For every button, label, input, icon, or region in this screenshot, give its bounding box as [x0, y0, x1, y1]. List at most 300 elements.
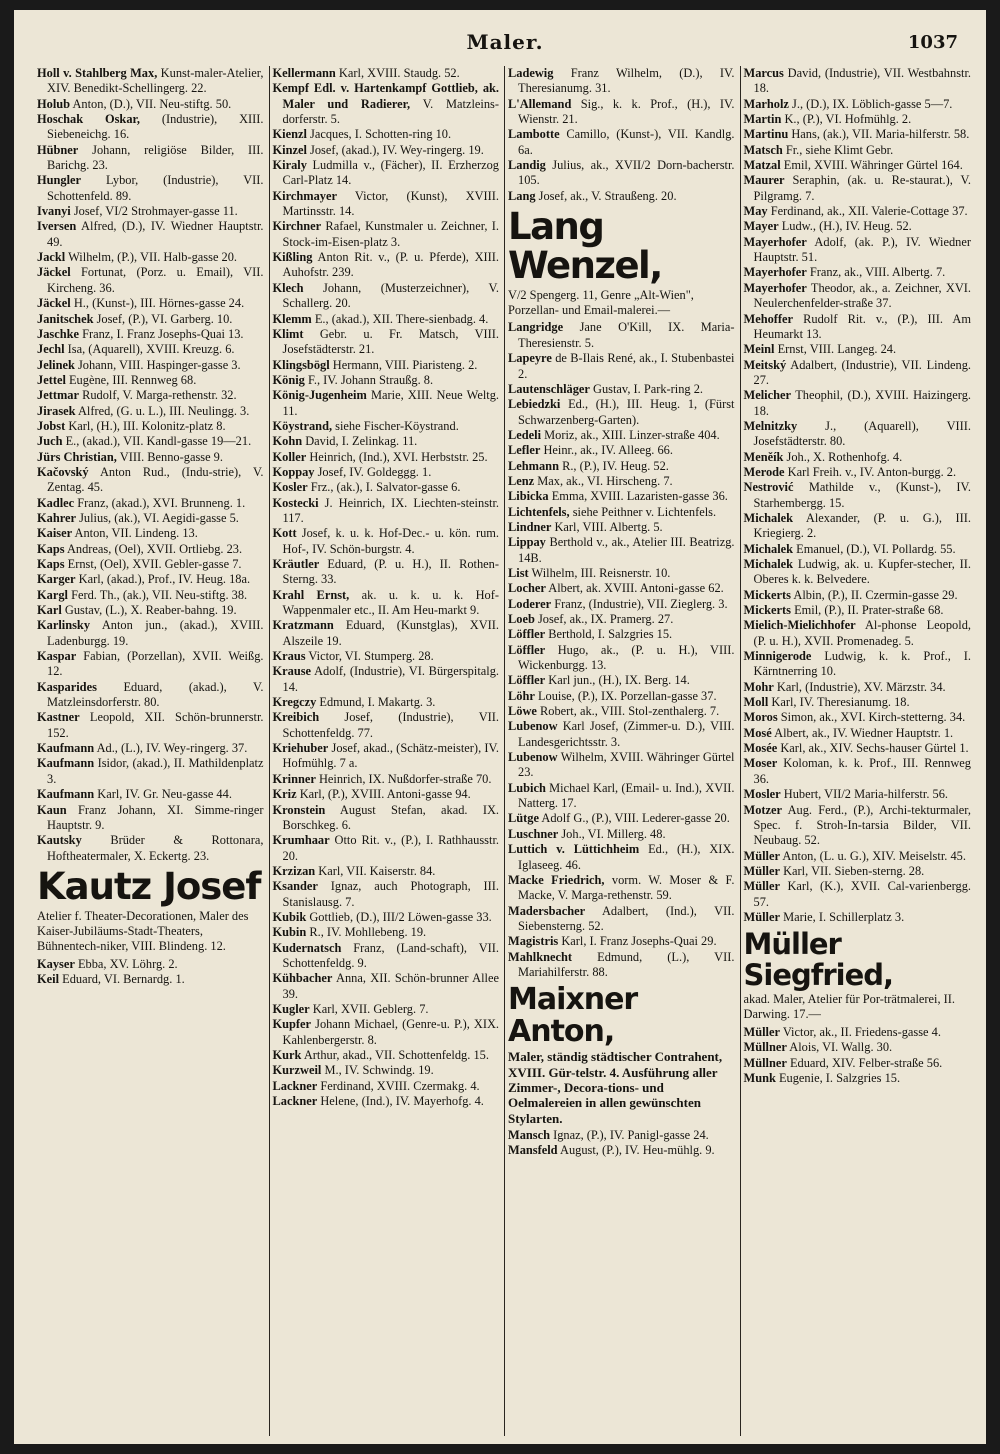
entry-details: Edmund, (L.), VII. Mariahilferstr. 88. — [518, 949, 735, 979]
entry-details: Anna, XII. Schön-brunner Allee 39. — [282, 971, 499, 1001]
entry-name: Krahl Ernst, — [272, 587, 350, 602]
entry-name: Mayer — [743, 219, 779, 234]
entry-details: Rudolf Rit. v., (P.), III. Am Heumarkt 13. — [753, 311, 971, 341]
directory-entry — [37, 388, 264, 403]
entry-details: Alfred, (G. u. L.), III. Neulingg. 3. — [75, 403, 250, 418]
directory-entry — [508, 97, 735, 128]
entry-name: Jettmar — [37, 388, 79, 403]
column-3 — [505, 66, 741, 1436]
directory-entry — [744, 173, 972, 204]
entry-name: Kaufmann — [37, 756, 95, 771]
ad-text: V/2 Spengerg. 11, Genre „Alt-Wien", Porzellan- und Email-malerei.— — [508, 287, 694, 318]
directory-entry — [508, 189, 735, 204]
directory-entry — [508, 704, 735, 719]
entry-name: Müller — [743, 1024, 780, 1039]
entry-details: de B-Ilais René, ak., I. Stubenbastei 2. — [518, 351, 735, 381]
directory-entry — [508, 127, 735, 158]
directory-entry — [508, 627, 735, 642]
entry-details: Fortunat, (Porz. u. Email), VII. Kircheng. 36. — [47, 265, 264, 295]
entry-details: Gebr. u. Fr. Matsch, VIII. Josefstädterstr. 21. — [282, 326, 499, 357]
directory-entry — [744, 388, 972, 419]
entry-details: Helene, (Ind.), IV. Mayerhofg. 4. — [317, 1094, 484, 1109]
ad-heading: Müller Siegfried, — [743, 927, 894, 992]
entry-details: Karl, (akad.), Prof., IV. Heug. 18a. — [75, 572, 251, 587]
entry-name: Keil — [37, 972, 60, 987]
entry-details: Karl Josef, (Zimmer-u. D.), VIII. Landesgerichtsstr. 3. — [518, 719, 735, 749]
directory-entry — [273, 1017, 500, 1048]
entry-details: M., IV. Schwindg. 19. — [321, 1063, 434, 1078]
entry-details: Hugo, ak., (P. u. H.), VIII. Wickenburgg. 13. — [518, 642, 735, 673]
entry-name: Müller — [743, 848, 780, 863]
entry-name: Kaspar — [37, 649, 77, 664]
directory-entry — [273, 219, 500, 250]
directory-entry — [508, 158, 735, 189]
entry-details: Josef, (akad.), IV. Wey-ringerg. 19. — [306, 142, 484, 157]
entry-name: Mickerts — [743, 587, 791, 602]
entry-name: Lubenow — [508, 750, 558, 765]
entry-name: Michalek — [743, 510, 794, 525]
entry-details: Fabian, (Porzellan), XVII. Weißg. 12. — [47, 649, 264, 679]
entry-details: Karl, VII. Kaiserstr. 84. — [315, 863, 436, 878]
entry-details: Julius, (ak.), VI. Aegidi-gasse 5. — [76, 510, 239, 525]
entry-name: Müllner — [743, 1055, 787, 1070]
entry-name: Jettel — [37, 372, 66, 387]
entry-details: Sig., k. k. Prof., (H.), IV. Wienstr. 21. — [518, 96, 735, 127]
entry-name: Munk — [743, 1070, 776, 1085]
entry-name: Lippay — [508, 535, 546, 550]
entry-name: Kohn — [272, 434, 303, 449]
entry-details: Johann, religiöse Bilder, III. Barichg. 23. — [47, 142, 264, 173]
entry-details: Karl, (P.), XVIII. Antoni-gasse 94. — [296, 787, 471, 802]
directory-entry — [744, 741, 972, 756]
directory-entry — [37, 250, 264, 265]
directory-entry — [37, 803, 264, 834]
entry-details: Ernst, VIII. Langeg. 24. — [774, 342, 897, 357]
entry-name: Jaschke — [37, 326, 79, 341]
entry-name: Libicka — [508, 489, 549, 504]
directory-entry — [273, 941, 500, 972]
directory-entry — [37, 588, 264, 603]
entry-name: Kinzel — [272, 142, 307, 157]
directory-entry — [273, 496, 500, 527]
directory-entry — [37, 756, 264, 787]
entry-details: Lybor, (Industrie), VII. Schottenfeld. 89. — [47, 173, 264, 203]
entry-details: Anton jun., (akad.), XVIII. Ladenburgg. 19. — [47, 618, 264, 648]
page-header — [34, 28, 976, 66]
ad-heading: Lang Wenzel, — [508, 205, 662, 287]
directory-entry — [508, 66, 735, 97]
entry-details: Karl Freih. v., IV. Anton-burgg. 2. — [784, 464, 957, 479]
directory-entry — [37, 680, 264, 711]
entry-name: Kaufmann — [37, 787, 95, 802]
entry-name: Kosler — [272, 480, 308, 495]
entry-name: Janitschek — [37, 311, 94, 326]
directory-entry — [744, 1056, 972, 1071]
directory-entry — [273, 833, 500, 864]
entry-details: J. Heinrich, IX. Liechten-steinstr. 117. — [282, 495, 499, 525]
directory-entry — [273, 649, 500, 664]
entry-details: August Stefan, akad. IX. Borschkeg. 6. — [282, 802, 499, 832]
directory-entry — [508, 474, 735, 489]
entry-details: Camillo, (Kunst-), VII. Kandlg. 6a. — [518, 127, 735, 157]
entry-details: Ludwig, ak. u. Kupfer-stecher, II. Oberes k. k. Belvedere. — [753, 557, 971, 587]
entry-details: Eduard, VI. Bernardg. 1. — [59, 972, 185, 987]
directory-entry — [37, 787, 264, 802]
directory-entry — [744, 1071, 972, 1086]
directory-entry — [744, 618, 972, 649]
entry-name: Koller — [272, 449, 307, 464]
entry-name: Kreibich — [272, 710, 320, 725]
entry-details: E., (akad.), VII. Kandl-gasse 19—21. — [62, 434, 252, 449]
entry-details: Franz, (Industrie), VII. Zieglerg. 3. — [551, 596, 728, 611]
entry-name: Melicher — [743, 388, 791, 403]
entry-details: Brüder & Rottonara, Hoftheatermaler, X. Eckertg. 23. — [47, 833, 264, 863]
directory-entry — [273, 618, 500, 649]
directory-entry — [273, 864, 500, 879]
entry-details: Ignaz, auch Photograph, III. Stanislausg. 7. — [282, 879, 499, 909]
directory-entry — [273, 465, 500, 480]
entry-name: Lenz — [508, 473, 535, 488]
directory-entry — [37, 419, 264, 434]
directory-entry — [744, 1025, 972, 1040]
directory-entry — [744, 97, 972, 112]
directory-entry — [508, 566, 735, 581]
directory-entry — [744, 864, 972, 879]
entry-details: Karl, I. Franz Josephs-Quai 29. — [558, 934, 717, 949]
entry-details: Adalbert, (Ind.), VII. Siebensterng. 52. — [518, 903, 735, 933]
entry-name: Michalek — [743, 541, 794, 556]
entry-details: Karl, VIII. Albertg. 5. — [551, 519, 663, 534]
directory-entry — [37, 572, 264, 587]
entry-name: Kaps — [37, 557, 65, 571]
entry-name: Kregczy — [272, 695, 317, 710]
directory-entry — [37, 404, 264, 419]
ad-text: akad. Maler, Atelier für Por-trätmalerei, II. Darwing. 17.— — [743, 992, 956, 1022]
entry-name: Lindner — [508, 519, 552, 534]
entry-details: Marie, I. Schillerplatz 3. — [779, 909, 905, 924]
entry-details: Anton, (D.), VII. Neu-stiftg. 50. — [70, 96, 232, 111]
entry-details: Koloman, k. k. Prof., III. Rennweg 36. — [753, 756, 971, 786]
entry-details: Otto Rit. v., (P.), I. Rathhausstr. 20. — [282, 833, 499, 863]
entry-details: Eduard, (akad.), V. Matzleinsdorferstr. 80. — [47, 679, 264, 710]
entry-details: ak. u. k. u. k. Hof-Wappenmaler etc., II. Am Heu-markt 9. — [282, 587, 499, 618]
entry-details: E., (akad.), XII. There-sienbadg. 4. — [311, 311, 489, 326]
directory-entry — [273, 450, 500, 465]
directory-entry — [273, 787, 500, 802]
entry-name: Jürs Christian, — [37, 449, 117, 464]
entry-name: Holub — [37, 96, 71, 111]
entry-name: Mosé — [743, 725, 772, 740]
entry-details: Emil, XVIII. Währinger Gürtel 164. — [780, 158, 963, 173]
entry-details: Andreas, (Oel), XVII. Ortliebg. 23. — [64, 541, 243, 556]
entry-name: Mayerhofer — [743, 280, 807, 295]
entry-name: Mohr — [743, 679, 774, 694]
entry-details: Victor, ak., II. Friedens-gasse 4. — [779, 1024, 941, 1039]
entry-details: Karl, (Industrie), XV. Märzstr. 34. — [773, 679, 946, 694]
directory-entry — [744, 756, 972, 787]
entry-details: Ed., (H.), III. Heug. 1, (Fürst Schwarzenberg-Garten). — [518, 397, 735, 427]
entry-details: Josef, VI/2 Strohmayer-gasse 11. — [70, 204, 238, 219]
directory-entry — [508, 811, 735, 826]
directory-entry — [273, 664, 500, 695]
entry-details: siehe Peithner v. Lichtenfels. — [569, 504, 717, 519]
entry-details: Alfred, (D.), IV. Wiedner Hauptstr. 49. — [47, 219, 264, 249]
entry-name: Lubich — [508, 780, 546, 795]
entry-details: Joh., X. Rothenhofg. 4. — [783, 449, 903, 464]
entry-details: Adalbert, (Industrie), VII. Lindeng. 27. — [753, 357, 971, 387]
directory-entry — [273, 158, 500, 189]
entry-details: Ferd. Th., (ak.), VII. Neu-stiftg. 38. — [67, 587, 248, 602]
entry-name: Merode — [743, 464, 785, 479]
entry-name: Löffler — [508, 627, 546, 642]
entry-name: Klingsbögl — [272, 357, 330, 372]
entry-details: Gustav, (L.), X. Reaber-bahng. 19. — [61, 603, 237, 618]
directory-entry — [744, 680, 972, 695]
entry-details: H., (Kunst-), III. Hörnes-gasse 24. — [70, 296, 245, 311]
directory-entry — [508, 320, 735, 351]
entry-name: Lubenow — [508, 719, 558, 734]
entry-details: Karl, ak., XIV. Sechs-hauser Gürtel 1. — [777, 741, 969, 756]
directory-entry — [744, 465, 972, 480]
directory-entry — [508, 904, 735, 935]
entry-details: Kunst-maler-Atelier, XIV. Benedikt-Schellingerg. 22. — [47, 66, 264, 96]
directory-entry — [744, 849, 972, 864]
directory-entry — [744, 204, 972, 219]
entry-name: Kaps — [37, 541, 65, 556]
directory-entry — [37, 618, 264, 649]
entry-name: Löwe — [508, 704, 537, 719]
directory-entry — [744, 910, 972, 925]
directory-entry — [744, 127, 972, 142]
directory-entry — [744, 879, 972, 910]
directory-entry — [508, 397, 735, 428]
directory-entry — [273, 281, 500, 312]
entry-name: Müller — [743, 909, 780, 924]
directory-entry — [37, 526, 264, 541]
entry-details: Alexander, (P. u. G.), III. Kriegierg. 2. — [753, 510, 971, 541]
entry-details: Leopold, XII. Schön-brunnerstr. 152. — [47, 710, 264, 740]
entry-details: Ebba, XV. Löhrg. 2. — [74, 956, 178, 971]
directory-entry — [744, 588, 972, 603]
entry-details: Anton, (L. u. G.), XIV. Meiselstr. 45. — [779, 848, 966, 863]
entry-name: Lehmann — [508, 458, 559, 473]
entry-name: Kačovský — [37, 464, 89, 479]
directory-entry — [273, 250, 500, 281]
entry-details: Albert, ak., IV. Wiedner Hauptstr. 1. — [771, 725, 954, 740]
directory-entry — [273, 741, 500, 772]
entry-details: Emma, XVIII. Lazaristen-gasse 36. — [548, 489, 728, 504]
directory-entry — [273, 1094, 500, 1109]
entry-details: Eduard, (Kunstglas), XVII. Alszeile 19. — [282, 618, 499, 648]
entry-details: Heinr., ak., IV. Alleeg. 66. — [540, 443, 673, 458]
directory-entry — [744, 803, 972, 849]
entry-name: Lebiedzki — [508, 397, 561, 412]
entry-details: Jane O'Kill, IX. Maria-Theresienstr. 5. — [518, 320, 735, 350]
entry-name: Jobst — [37, 418, 66, 433]
entry-name: Krause — [272, 664, 312, 679]
entry-name: Müller — [743, 879, 780, 894]
entry-name: Kayser — [37, 956, 75, 971]
entry-name: List — [508, 565, 529, 580]
entry-details: David, I. Zelinkag. 11. — [302, 434, 418, 449]
directory-entry — [37, 143, 264, 174]
entry-details: Robert, ak., VIII. Stol-zenthalerg. 7. — [536, 704, 720, 719]
entry-details: vorm. W. Moser & F. Macke, V. Marga-rethenstr. 59. — [518, 872, 735, 903]
entry-name: Jechl — [37, 342, 65, 357]
entry-name: Iversen — [37, 219, 77, 234]
directory-entry — [37, 496, 264, 511]
directory-entry — [744, 312, 972, 343]
entry-name: Magistris — [508, 934, 559, 949]
entry-name: König — [272, 372, 305, 387]
entry-name: Marcus — [743, 66, 784, 80]
entry-name: Kurk — [272, 1048, 302, 1062]
directory-entry — [273, 373, 500, 388]
entry-details: Josef, ak., IX. Pramerg. 27. — [534, 612, 674, 626]
entry-details: Gustav, I. Park-ring 2. — [589, 381, 704, 396]
directory-entry — [273, 358, 500, 373]
directory-entry — [273, 127, 500, 142]
directory-entry — [273, 910, 500, 925]
entry-details: Joh., VI. Millerg. 48. — [558, 826, 666, 841]
entry-details: Louise, (P.), IX. Porzellan-gasse 37. — [534, 688, 717, 703]
directory-entry — [744, 649, 972, 680]
directory-entry — [744, 726, 972, 741]
entry-name: Kostecki — [272, 495, 319, 510]
entry-details: Karl jun., (H.), IX. Berg. 14. — [545, 673, 690, 688]
directory-entry — [508, 443, 735, 458]
entry-name: Landig — [508, 158, 546, 173]
entry-name: Klemm — [272, 311, 312, 326]
entry-details: Karl, (H.), III. Kolonitz-platz 8. — [65, 418, 226, 433]
entry-name: Kaufmann — [37, 741, 95, 756]
directory-page — [14, 10, 986, 1444]
directory-entry — [508, 505, 735, 520]
directory-entry — [273, 588, 500, 619]
directory-entry — [744, 542, 972, 557]
directory-entry — [37, 649, 264, 680]
directory-entry — [273, 66, 500, 81]
directory-entry — [508, 719, 735, 750]
entry-details: J., (Aquarell), VIII. Josefstädterstr. 80. — [753, 418, 971, 449]
entry-name: Lambotte — [508, 127, 560, 142]
directory-entry — [37, 358, 264, 373]
entry-details: Eduard, (P. u. H.), II. Rothen-Sterng. 33. — [282, 557, 499, 587]
entry-name: Langridge — [508, 320, 564, 335]
entry-name: Kubin — [272, 925, 307, 940]
entry-name: Lackner — [272, 1094, 318, 1109]
entry-name: Martin — [743, 112, 782, 127]
directory-entry — [37, 957, 264, 972]
entry-name: Köystrand, — [272, 418, 333, 433]
entry-name: Ivanyi — [37, 204, 71, 219]
directory-entry — [744, 358, 972, 389]
entry-details: Eugène, III. Rennweg 68. — [65, 372, 197, 387]
entry-name: Moser — [743, 756, 778, 771]
directory-entry — [37, 219, 264, 250]
directory-entry — [273, 1063, 500, 1078]
entry-details: Franz Johann, XI. Simme-ringer Hauptstr. 9. — [47, 802, 264, 832]
entry-details: Ferdinand, XVIII. Czermakg. 4. — [317, 1078, 480, 1093]
directory-entry — [37, 603, 264, 618]
entry-details: Max, ak., VI. Hirscheng. 7. — [534, 473, 673, 488]
directory-entry — [273, 480, 500, 495]
entry-name: Kräutler — [272, 557, 320, 571]
entry-name: Maurer — [743, 173, 785, 188]
entry-name: Kugler — [272, 1001, 310, 1016]
directory-entry — [508, 382, 735, 397]
entry-details: Mathilde v., (Kunst-), IV. Starhembergg. 15. — [753, 480, 971, 510]
entry-details: Hubert, VII/2 Maria-hilferstr. 56. — [780, 787, 949, 802]
entry-name: Müller — [743, 863, 780, 878]
directory-entry — [744, 787, 972, 802]
entry-name: Ladewig — [508, 66, 554, 80]
directory-entry — [37, 542, 264, 557]
entry-name: Matsch — [743, 142, 783, 157]
entry-name: Kratzmann — [272, 618, 334, 633]
entry-details: Ernst, (Oel), XVII. Gebler-gasse 7. — [64, 557, 242, 571]
entry-name: Kempf Edl. v. Hartenkampf Gottlieb, ak. Maler und Radierer, — [272, 81, 499, 111]
directory-entry — [273, 526, 500, 557]
entry-name: Lautenschläger — [508, 381, 590, 396]
entry-details: Michael Karl, (Email- u. Ind.), XVII. Natterg. 17. — [518, 780, 735, 811]
entry-details: Johann, (Musterzeichner), V. Schallerg. 20. — [282, 280, 499, 311]
entry-details: Karl, VII. Sieben-sterng. 28. — [779, 863, 925, 878]
entry-name: Mielich-Mielichhofer — [743, 618, 856, 633]
entry-details: Arthur, akad., VII. Schottenfeldg. 15. — [301, 1048, 489, 1062]
entry-name: Locher — [508, 581, 546, 596]
entry-name: Moll — [743, 695, 769, 710]
entry-name: Löhr — [508, 688, 535, 703]
entry-details: Anton Rit. v., (P. u. Pferde), XIII. Auhofstr. 239. — [282, 250, 499, 280]
directory-entry — [37, 112, 264, 143]
entry-name: Luttich v. Lüttichheim — [508, 842, 640, 857]
entry-name: Jäckel — [37, 265, 71, 280]
directory-entry — [508, 489, 735, 504]
entry-details: Albert, ak. XVIII. Antoni-gasse 62. — [545, 581, 724, 596]
directory-entry — [37, 557, 264, 572]
ad-heading: Kautz Josef — [37, 864, 261, 908]
entry-name: Mansfeld — [508, 1143, 558, 1158]
entry-name: Lang — [508, 188, 536, 203]
directory-entry — [273, 1048, 500, 1063]
entry-name: Meněík — [743, 449, 784, 464]
entry-details: Aug. Ferd., (P.), Archi-tekturmaler, Spec. f. Stroh-In-tarsia Bilder, VII. Neubaug. 52. — [753, 802, 971, 848]
entry-name: Krzizan — [272, 863, 316, 878]
entry-details: K., (P.), VI. Hofmühlg. 2. — [781, 112, 912, 127]
directory-entry — [508, 689, 735, 704]
entry-details: Josef, ak., V. Straußeng. 20. — [535, 188, 677, 203]
entry-name: Mosée — [743, 741, 778, 756]
entry-details: Heinrich, (Ind.), XVI. Herbststr. 25. — [306, 449, 488, 464]
entry-name: Mayerhofer — [743, 265, 807, 280]
entry-details: Isa, (Aquarell), XVIII. Kreuzg. 6. — [64, 342, 235, 357]
directory-entry — [508, 612, 735, 627]
entry-name: Lefler — [508, 443, 541, 458]
directory-entry — [37, 97, 264, 112]
directory-entry — [744, 557, 972, 588]
entry-name: Jelinek — [37, 357, 75, 372]
directory-entry — [273, 419, 500, 434]
entry-name: König-Jugenheim — [272, 388, 367, 403]
entry-details: Adolf G., (P.), VIII. Lederer-gasse 20. — [538, 811, 730, 826]
entry-details: Theodor, ak., a. Zeichner, XVI. Neulerchenfelder-straße 37. — [753, 280, 971, 311]
entry-details: Anton Rud., (Indu-strie), V. Zentag. 45. — [47, 464, 264, 495]
entry-name: Juch — [37, 434, 63, 449]
directory-entry — [273, 189, 500, 220]
entry-name: Ledeli — [508, 427, 542, 442]
directory-entry — [508, 827, 735, 842]
